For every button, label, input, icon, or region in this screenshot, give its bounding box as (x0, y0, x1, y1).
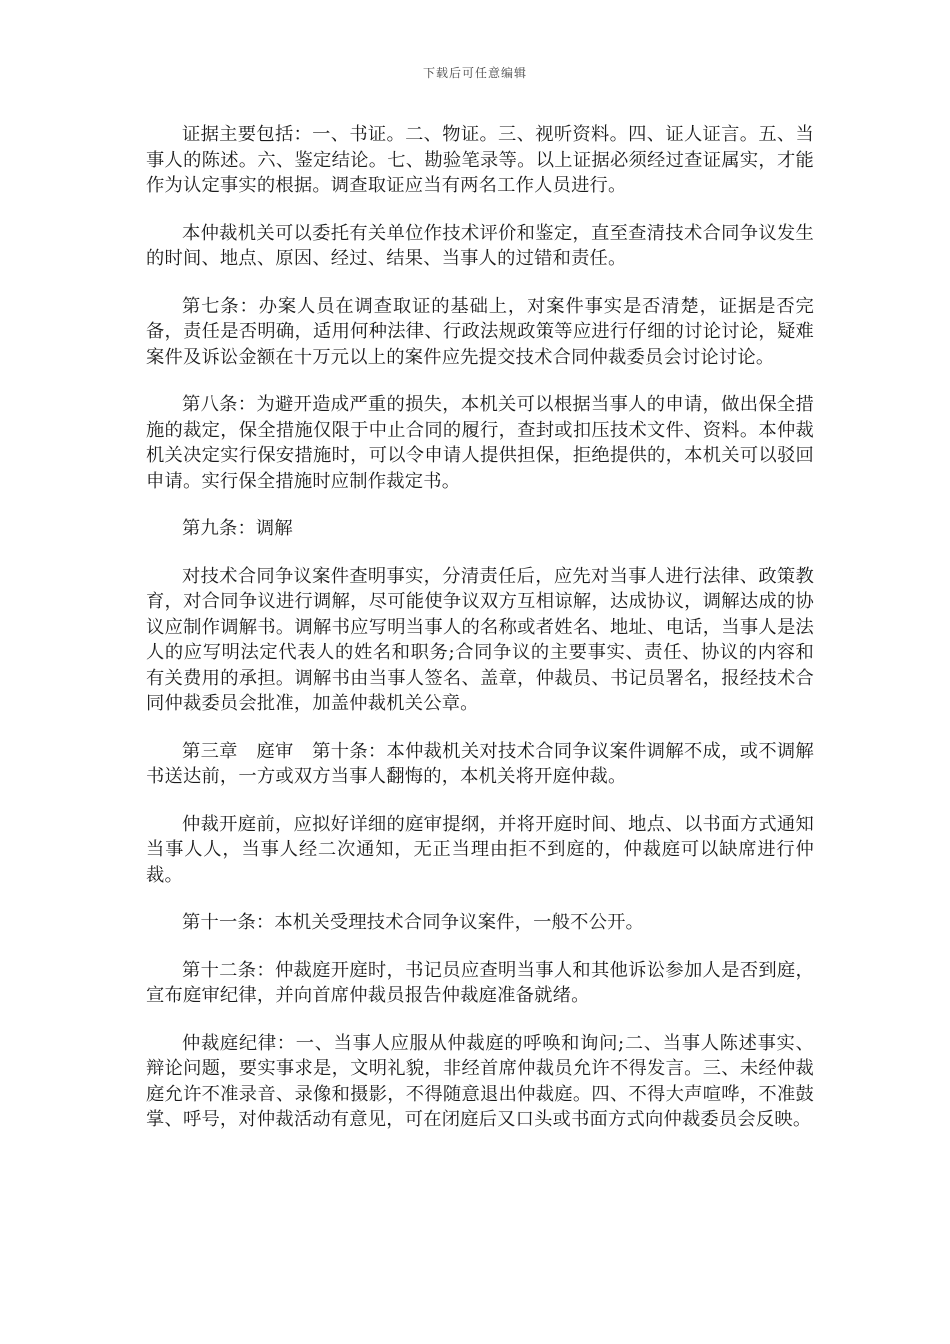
paragraph-hearing-preparation: 仲裁开庭前，应拟好详细的庭审提纲，并将开庭时间、地点、以书面方式通知当事人人，当事人经二次通知，无正当理由拒不到庭的，仲裁庭可以缺席进行仲裁。 (146, 813, 814, 886)
paragraph-article-8: 第八条：为避开造成严重的损失，本机关可以根据当事人的申请，做出保全措施的裁定，保全措施仅限于中止合同的履行，查封或扣压技术文件、资料。本仲裁机关决定实行保安措施时，可以令申请人提供担保，拒绝提供的，本机关可以驳回申请。实行保全措施时应制作裁定书。 (146, 394, 814, 492)
page-header: 下载后可任意编辑 (422, 66, 527, 80)
paragraph-chapter-3-article-10: 第三章 庭审 第十条：本仲裁机关对技术合同争议案件调解不成，或不调解书送达前，一方或双方当事人翻悔的，本机关将开庭仲裁。 (146, 740, 814, 787)
paragraph-mediation: 对技术合同争议案件查明事实，分清责任后，应先对当事人进行法律、政策教育，对合同争议进行调解，尽可能使争议双方互相谅解，达成协议，调解达成的协议应制作调解书。调解书应写明当事人的名称或者姓名、地址、电话，当事人是法人的应写明法定代表人的姓名和职务;合同争议的主要事实、责任、协议的内容和有关费用的承担。调解书由当事人签名、盖章，仲裁员、书记员署名，报经技术合同仲裁委员会批准，加盖仲裁机关公章。 (146, 565, 814, 714)
paragraph-tribunal-discipline: 仲裁庭纪律：一、当事人应服从仲裁庭的呼唤和询问;二、当事人陈述事实、辩论问题，要实事求是，文明礼貌，非经首席仲裁员允许不得发言。三、未经仲裁庭允许不准录音、录像和摄影，不得随意退出仲裁庭。四、不得大声喧哗，不准鼓掌、呼号，对仲裁活动有意见，可在闭庭后又口头或书面方式向仲裁委员会反映。 (146, 1032, 814, 1130)
document-body (146, 122, 814, 1155)
paragraph-article-7: 第七条：办案人员在调查取证的基础上，对案件事实是否清楚，证据是否完备，责任是否明确，适用何种法律、行政法规政策等应进行仔细的讨论讨论，疑难案件及诉讼金额在十万元以上的案件应先提交技术合同仲裁委员会讨论讨论。 (146, 295, 814, 368)
paragraph-evidence-types: 证据主要包括：一、书证。二、物证。三、视听资料。四、证人证言。五、当事人的陈述。六、鉴定结论。七、勘验笔录等。以上证据必须经过查证属实，才能作为认定事实的根据。调查取证应当有两名工作人员进行。 (146, 124, 814, 196)
paragraph-article-11: 第十一条：本机关受理技术合同争议案件，一般不公开。 (182, 912, 645, 933)
paragraph-article-9-heading: 第九条：调解 (182, 518, 293, 539)
paragraph-technical-appraisal: 本仲裁机关可以委托有关单位作技术评价和鉴定，直至查清技术合同争议发生的时间、地点、原因、经过、结果、当事人的过错和责任。 (146, 222, 814, 269)
paragraph-article-12: 第十二条：仲裁庭开庭时，书记员应查明当事人和其他诉讼参加人是否到庭，宣布庭审纪律，并向首席仲裁员报告仲裁庭准备就绪。 (146, 959, 814, 1006)
